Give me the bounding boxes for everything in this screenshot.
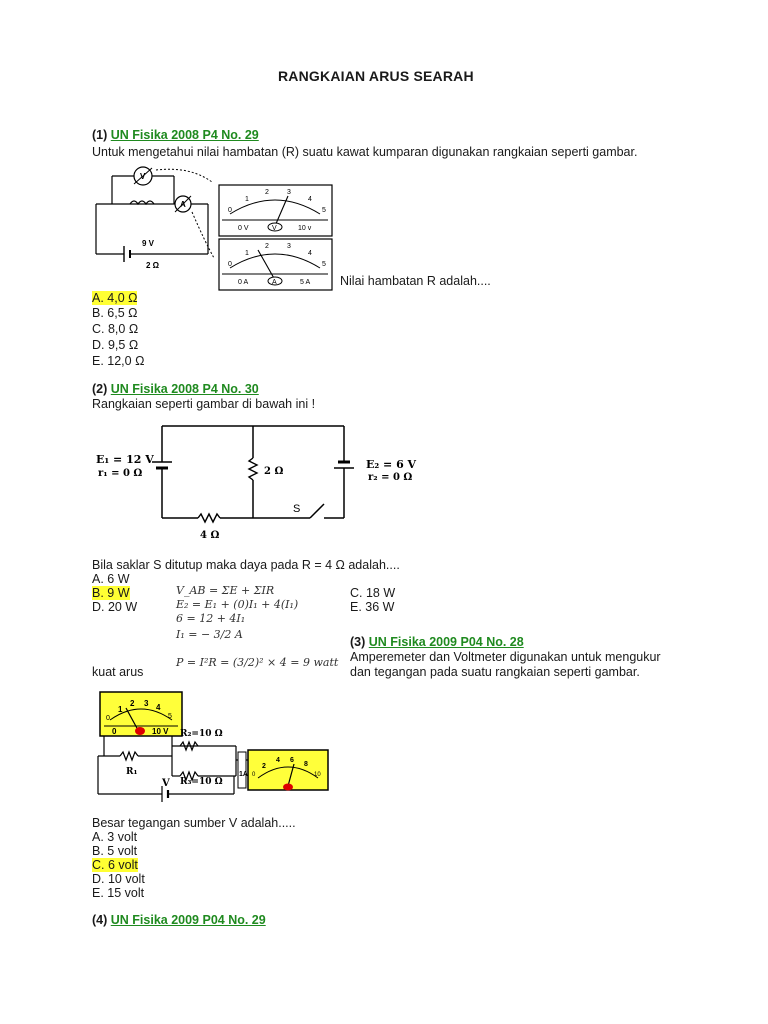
svg-text:10 V: 10 V <box>152 727 169 736</box>
q2-option-d: D. 20 W <box>92 600 138 614</box>
svg-text:0: 0 <box>112 727 117 736</box>
q3-option-c: C. 6 volt <box>92 858 138 872</box>
q3-v-label: V <box>162 778 170 789</box>
svg-text:1: 1 <box>245 196 249 203</box>
svg-text:A: A <box>272 279 277 286</box>
svg-text:0 V: 0 V <box>238 225 249 232</box>
svg-text:0: 0 <box>228 261 232 268</box>
svg-text:4: 4 <box>156 703 161 712</box>
q1-option-c: C. 8,0 Ω <box>92 322 139 336</box>
q1-battery-v: 9 V <box>142 239 155 248</box>
svg-text:1: 1 <box>118 705 123 714</box>
q3-option-b: B. 5 volt <box>92 844 138 858</box>
svg-text:V: V <box>140 172 146 181</box>
q3-option-d: D. 10 volt <box>92 872 145 886</box>
q3-r1-label: R₁ <box>126 767 138 777</box>
svg-text:3: 3 <box>287 189 291 196</box>
svg-text:4: 4 <box>308 250 312 257</box>
q4-header <box>92 913 266 927</box>
q4-number: (4) <box>92 913 108 927</box>
q2-solution-line-4: I₁ = − 3/2 A <box>176 628 243 641</box>
svg-text:4: 4 <box>276 757 280 764</box>
svg-text:5: 5 <box>322 207 326 214</box>
svg-text:1: 1 <box>245 250 249 257</box>
q2-r-bottom-label: 4 Ω <box>200 530 220 541</box>
q3-r3-label: R₃=10 Ω <box>180 777 223 787</box>
q3-text-left: kuat arus <box>92 665 144 679</box>
svg-text:0 A: 0 A <box>238 279 249 286</box>
q2-number: (2) <box>92 382 108 396</box>
svg-text:3: 3 <box>287 243 291 250</box>
q2-solution-line-5: P = I²R = (3/2)² × 4 = 9 watt <box>176 656 339 669</box>
q3-question: Besar tegangan sumber V adalah..... <box>92 816 296 830</box>
svg-text:0: 0 <box>228 207 232 214</box>
q1-battery-r: 2 Ω <box>146 261 160 270</box>
q2-e1-label: E₁ = 12 V <box>96 453 154 466</box>
svg-text:2: 2 <box>265 189 269 196</box>
q1-option-a: A. 4,0 Ω <box>92 291 138 305</box>
svg-text:5 A: 5 A <box>300 279 311 286</box>
q3-option-a: A. 3 volt <box>92 830 138 844</box>
q2-solution-line-1: V_AB = ΣE + ΣIR <box>176 584 275 597</box>
q3-header <box>350 635 524 649</box>
q2-question: Bila saklar S ditutup maka daya pada R = 4 Ω adalah.... <box>92 558 400 572</box>
q3-option-e: E. 15 volt <box>92 886 145 900</box>
q2-r1-label: r₁ = 0 Ω <box>98 468 143 479</box>
svg-text:1A: 1A <box>239 771 248 778</box>
svg-text:0: 0 <box>106 715 110 722</box>
q3-text-1: Amperemeter dan Voltmeter digunakan untuk mengukur <box>350 650 661 664</box>
q2-option-c: C. 18 W <box>350 586 396 600</box>
q2-option-a: A. 6 W <box>92 572 130 586</box>
svg-text:3: 3 <box>144 699 149 708</box>
svg-text:4: 4 <box>308 196 312 203</box>
svg-text:2: 2 <box>265 243 269 250</box>
q1-text: Untuk mengetahui nilai hambatan (R) suatu kawat kumparan digunakan rangkaian seperti gambar. <box>92 145 638 159</box>
q2-header <box>92 382 259 396</box>
q2-r-mid-label: 2 Ω <box>264 466 284 477</box>
page-title: RANGKAIAN ARUS SEARAH <box>278 68 474 84</box>
q3-r2-label: R₂=10 Ω <box>180 729 223 739</box>
q1-option-d: D. 9,5 Ω <box>92 338 139 352</box>
svg-text:5: 5 <box>168 713 172 720</box>
q4-source-link[interactable]: UN Fisika 2009 P04 No. 29 <box>110 913 266 927</box>
q2-option-e: E. 36 W <box>350 600 395 614</box>
q1-meters <box>218 184 334 292</box>
q1-number: (1) <box>92 128 108 142</box>
q1-source-link[interactable]: UN Fisika 2008 P4 No. 29 <box>110 128 259 142</box>
q1-option-b: B. 6,5 Ω <box>92 306 138 320</box>
q3-circuit-figure <box>92 690 332 802</box>
q2-option-b: B. 9 W <box>92 586 130 600</box>
svg-text:V: V <box>272 225 277 232</box>
svg-text:10 v: 10 v <box>298 225 312 232</box>
q2-solution-line-2: E₂ = E₁ + (0)I₁ + 4(I₁) <box>176 598 299 611</box>
q1-option-e: E. 12,0 Ω <box>92 354 145 368</box>
q1-tail-text: Nilai hambatan R adalah.... <box>340 274 491 288</box>
q2-circuit-figure <box>92 420 432 545</box>
q2-solution-line-3: 6 = 12 + 4I₁ <box>176 612 246 625</box>
svg-text:A: A <box>180 200 186 209</box>
svg-text:0: 0 <box>252 772 256 778</box>
q2-e2-label: E₂ = 6 V <box>366 458 417 471</box>
svg-text:6: 6 <box>290 757 294 764</box>
svg-text:2: 2 <box>262 763 266 770</box>
q1-header <box>92 128 259 142</box>
svg-text:2: 2 <box>130 699 135 708</box>
q2-switch <box>310 504 324 518</box>
q2-r2-label: r₂ = 0 Ω <box>368 472 413 483</box>
svg-text:5: 5 <box>322 261 326 268</box>
svg-text:10: 10 <box>314 772 321 778</box>
q3-number: (3) <box>350 635 366 649</box>
q2-text: Rangkaian seperti gambar di bawah ini ! <box>92 397 316 411</box>
q2-source-link[interactable]: UN Fisika 2008 P4 No. 30 <box>110 382 259 396</box>
q3-text-2: dan tegangan pada suatu rangkaian seperti gambar. <box>350 665 640 679</box>
svg-text:8: 8 <box>304 761 308 768</box>
q2-switch-label: S <box>293 503 301 515</box>
q3-source-link[interactable]: UN Fisika 2009 P04 No. 28 <box>368 635 524 649</box>
